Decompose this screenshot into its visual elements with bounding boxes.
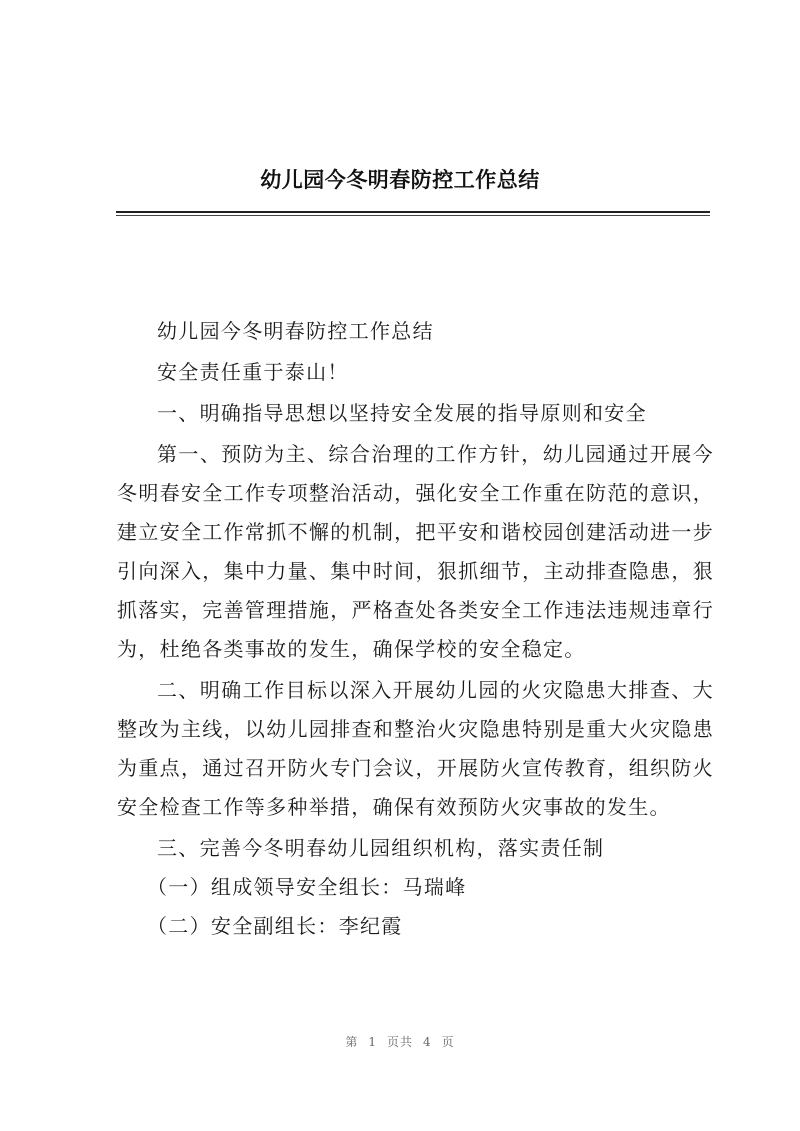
list-item-deputy: （二）安全副组长：李纪霞 bbox=[147, 914, 403, 938]
page-footer bbox=[0, 1033, 800, 1050]
footer-middle: 页共 bbox=[386, 1035, 413, 1049]
paragraph-slogan: 安全责任重于泰山！ bbox=[157, 360, 349, 384]
title-divider-thin bbox=[116, 215, 710, 216]
footer-suffix: 页 bbox=[441, 1035, 455, 1049]
document-title: 幼儿园今冬明春防控工作总结 bbox=[260, 167, 540, 192]
footer-prefix: 第 bbox=[345, 1035, 359, 1049]
footer-total-pages: 4 bbox=[423, 1035, 432, 1049]
paragraph-section-2: 二、明确工作目标以深入开展幼儿园的火灾隐患大排查、大整改为主线，以幼儿园排查和整治火灾隐患特别是重大火灾隐患为重点，通过召开防火专门会议，开展防火宣传教育，组织防火安全检查工作等多种举措，确保有效预防火灾事故的发生。 bbox=[117, 678, 714, 819]
paragraph-section-1: 一、明确指导思想以坚持安全发展的指导原则和安全 bbox=[157, 401, 647, 425]
paragraph-section-1-body: 第一、预防为主、综合治理的工作方针，幼儿园通过开展今冬明春安全工作专项整治活动，强化安全工作重在防范的意识，建立安全工作常抓不懈的机制，把平安和谐校园创建活动进一步引向深入，集中力量、集中时间，狠抓细节，主动排查隐患，狠抓落实，完善管理措施，严格查处各类安全工作违法违规违章行为，杜绝各类事故的发生，确保学校的安全稳定。 bbox=[117, 442, 714, 661]
paragraph-heading: 幼儿园今冬明春防控工作总结 bbox=[157, 319, 434, 343]
footer-page-number: 1 bbox=[368, 1035, 377, 1049]
paragraph-section-3: 三、完善今冬明春幼儿园组织机构，落实责任制 bbox=[157, 836, 605, 860]
list-item-leader: （一）组成领导安全组长：马瑞峰 bbox=[147, 875, 467, 899]
title-divider bbox=[116, 211, 710, 213]
document-body bbox=[117, 312, 714, 946]
